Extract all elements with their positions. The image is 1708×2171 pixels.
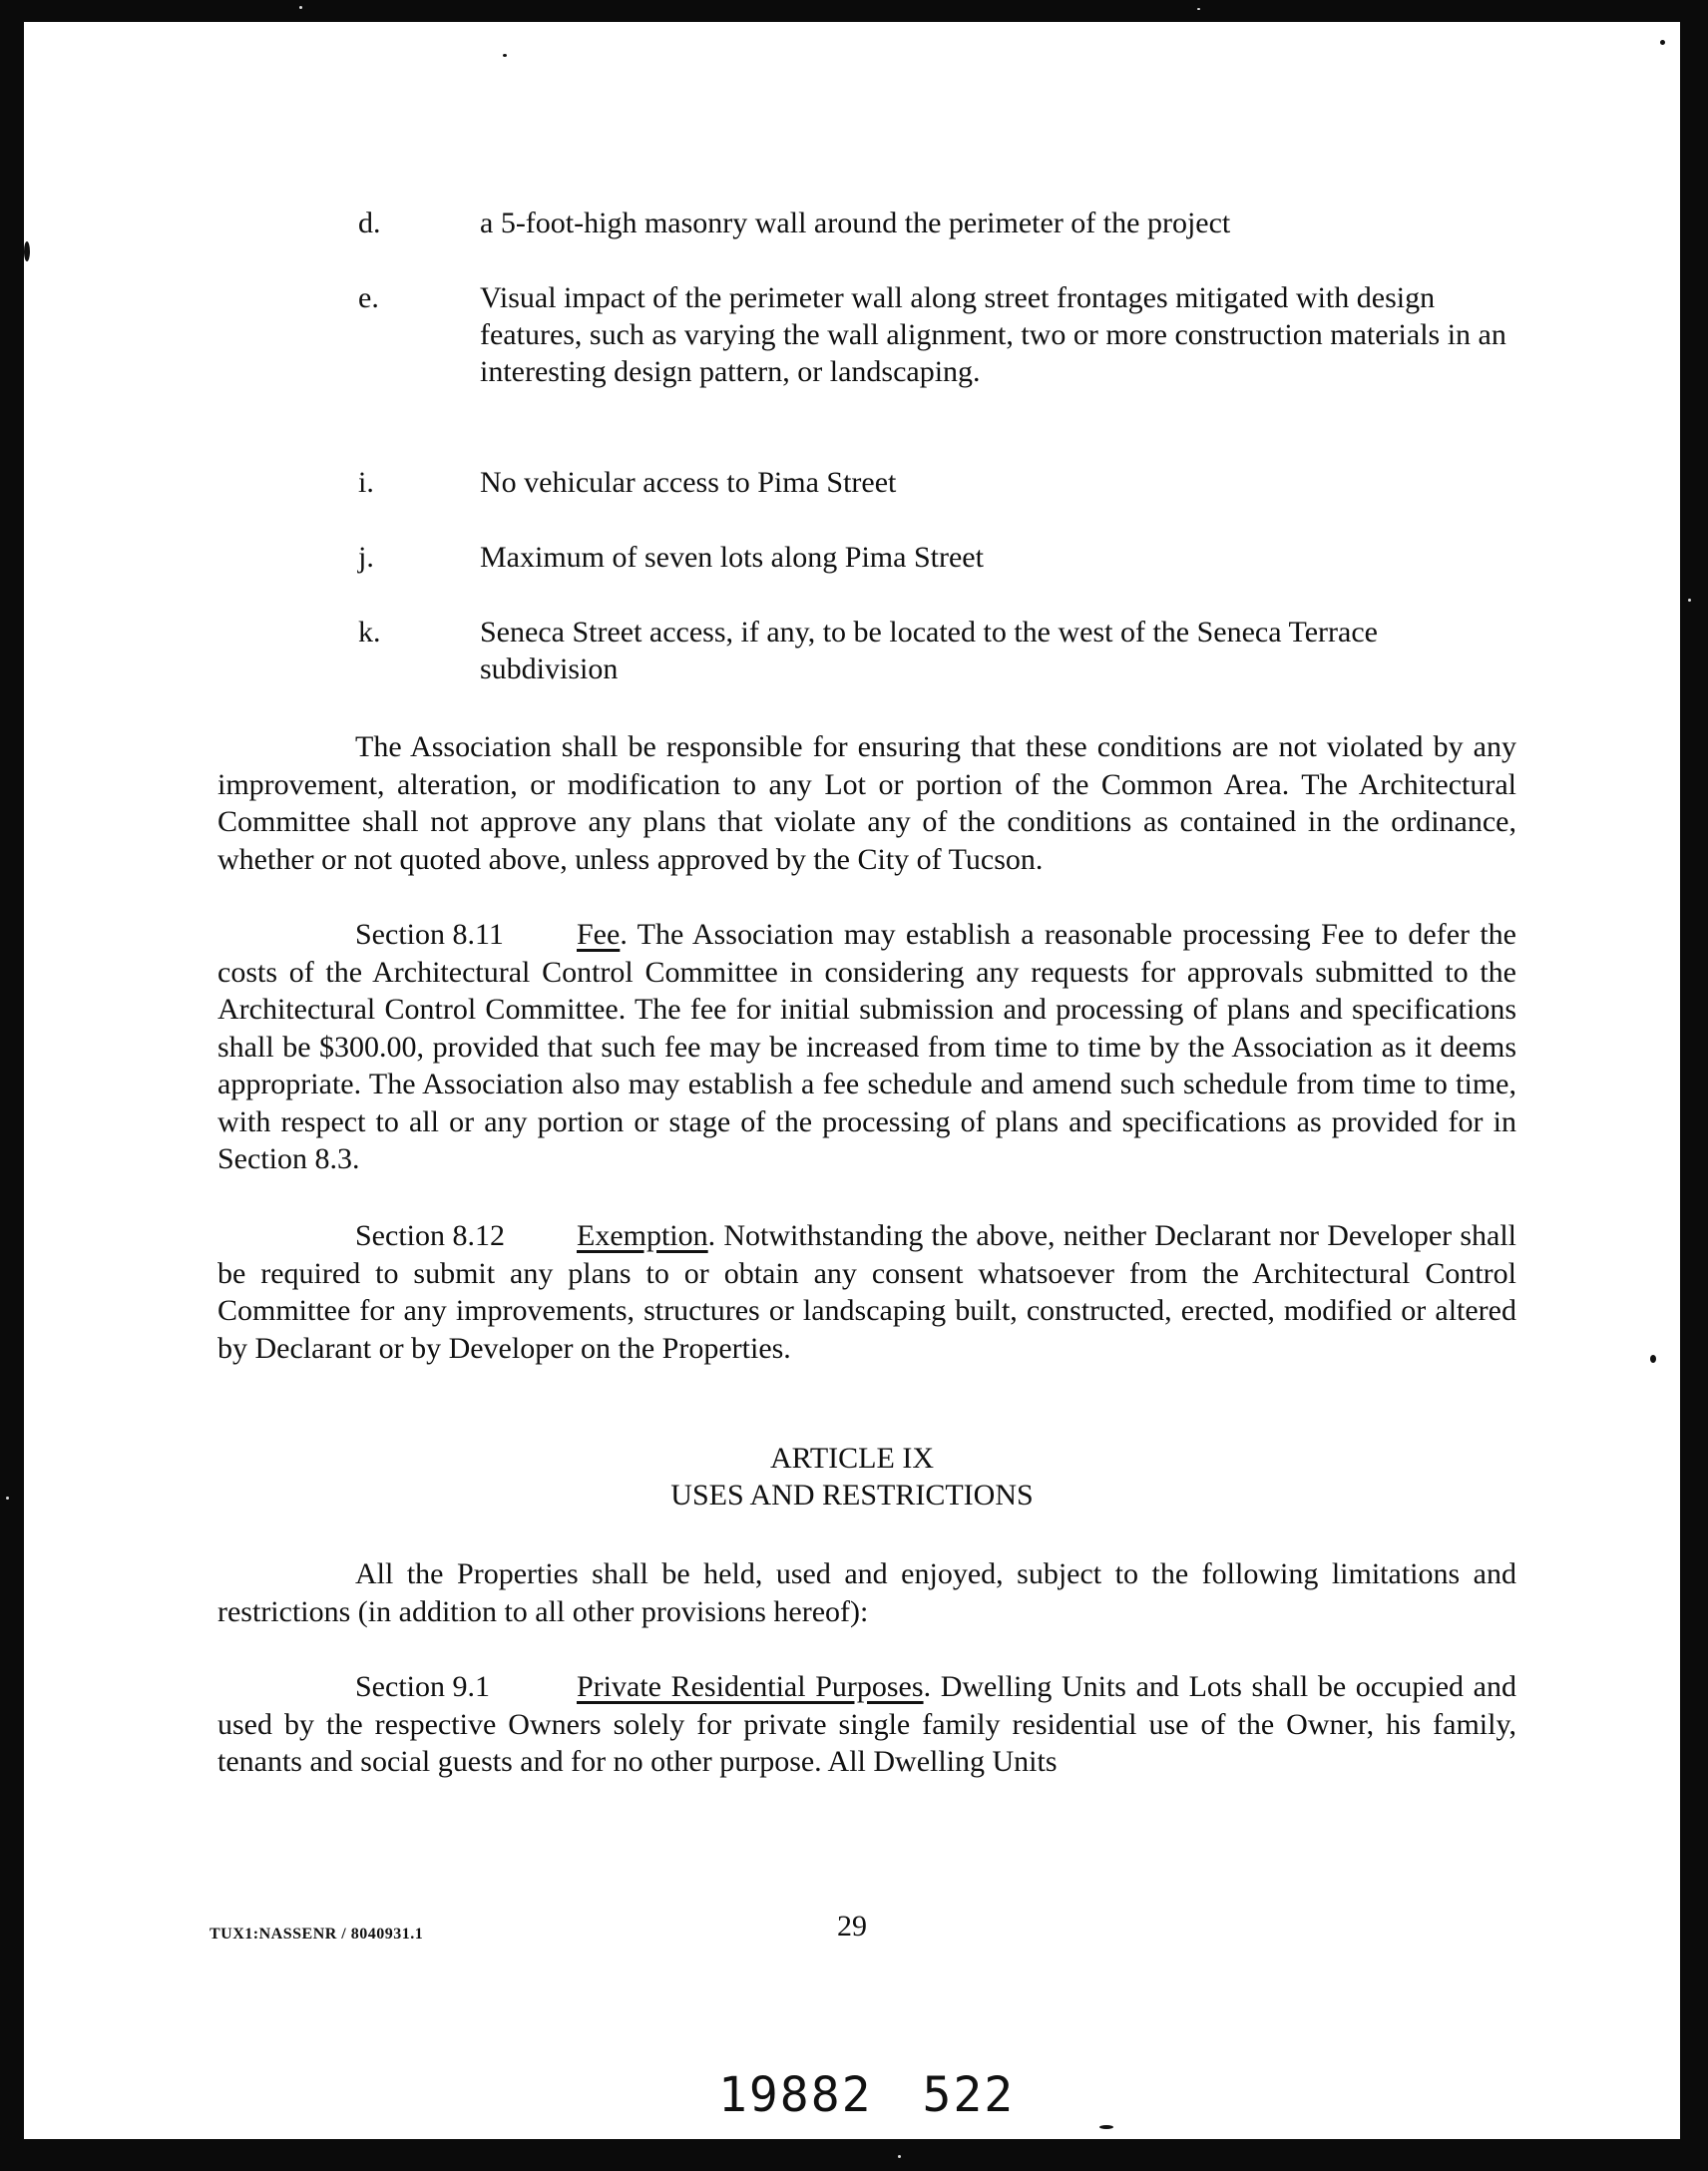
document-code: TUX1:NASSENR / 8040931.1 xyxy=(210,1926,424,1943)
section-number: Section 9.1 xyxy=(355,1670,490,1703)
scan-speck xyxy=(1660,40,1665,45)
section-8-12 xyxy=(217,1217,1516,1367)
article-intro xyxy=(217,1555,1516,1630)
recording-stamp xyxy=(718,2067,1015,2123)
scan-speck xyxy=(1099,2125,1113,2129)
scan-speck xyxy=(1197,8,1200,10)
section-title: Fee xyxy=(577,918,621,951)
section-body: . The Association may establish a reasonable processing Fee to defer the costs of the Architectural Control Committee in considering any requests for approvals submitted to the Architectural Control Committee. The fee for initial submission and processing of plans and specifications shall be $300.00, provided that such fee may be increased from time to time by the Association as it deems appropriate. The Association also may establish a fee schedule and amend such schedule from time to time, with respect to all or any portion or stage of the processing of plans and specifications as provided for in Section 8.3. xyxy=(217,918,1516,1175)
page-number: 29 xyxy=(837,1910,867,1943)
section-number: Section 8.12 xyxy=(355,1219,505,1252)
section-body: . Dwelling Units and Lots shall be occupied and used by the respective Owners solely for private single family residential use of the Owner, his family, tenants and social guests and for no other purpose. All Dwelling Units xyxy=(217,1670,1516,1778)
scan-speck xyxy=(299,6,302,9)
section-number: Section 8.11 xyxy=(355,918,504,951)
list-item-label: d. xyxy=(358,207,381,239)
recording-book-number: 19882 xyxy=(718,2067,873,2123)
scan-speck xyxy=(1650,1355,1656,1363)
document-page xyxy=(24,22,1680,2139)
list-item-text: Maximum of seven lots along Pima Street xyxy=(480,541,984,574)
list-item-text: a 5-foot-high masonry wall around the perimeter of the project xyxy=(480,207,1231,239)
scan-speck xyxy=(898,2155,901,2158)
list-item-text: Seneca Street access, if any, to be located to the west of the Seneca Terrace subdivision xyxy=(480,616,1378,685)
section-body: . Notwithstanding the above, neither Declarant nor Developer shall be required to submit any plans to or obtain any consent whatsoever from the Architectural Control Committee for any improvements, structures or landscaping built, constructed, erected, modified or altered by Declarant or by Developer on the Properties. xyxy=(217,1219,1516,1365)
recording-page-number: 522 xyxy=(922,2067,1016,2123)
list-item-label: i. xyxy=(358,466,374,499)
scan-speck xyxy=(24,241,30,261)
section-8-11 xyxy=(217,916,1516,1178)
section-9-1 xyxy=(217,1668,1516,1781)
scan-speck xyxy=(1688,599,1691,602)
article-title: USES AND RESTRICTIONS xyxy=(670,1479,1034,1512)
list-item-label: j. xyxy=(358,541,374,574)
list-item-text: Visual impact of the perimeter wall along street frontages mitigated with design features, such as varying the wall alignment, two or more construction materials in an interesting design pattern, or landscaping. xyxy=(480,281,1506,388)
section-title: Private Residential Purposes xyxy=(577,1670,924,1703)
scan-speck xyxy=(503,54,507,57)
article-number: ARTICLE IX xyxy=(769,1442,934,1475)
association-paragraph xyxy=(217,728,1516,878)
association-paragraph-text: The Association shall be responsible for ensuring that these conditions are not violated by any improvement, alteration, or modification to any Lot or portion of the Common Area. The Architectural Committee shall not approve any plans that violate any of the conditions as contained in the ordinance, whether or not quoted above, unless approved by the City of Tucson. xyxy=(217,730,1516,876)
list-item-label: k. xyxy=(358,616,381,649)
section-title: Exemption xyxy=(577,1219,708,1252)
article-intro-text: All the Properties shall be held, used and enjoyed, subject to the following limitations and restrictions (in addition to all other provisions hereof): xyxy=(217,1557,1516,1628)
list-item-label: e. xyxy=(358,281,379,314)
scan-speck xyxy=(6,1497,9,1500)
list-item-text: No vehicular access to Pima Street xyxy=(480,466,897,499)
